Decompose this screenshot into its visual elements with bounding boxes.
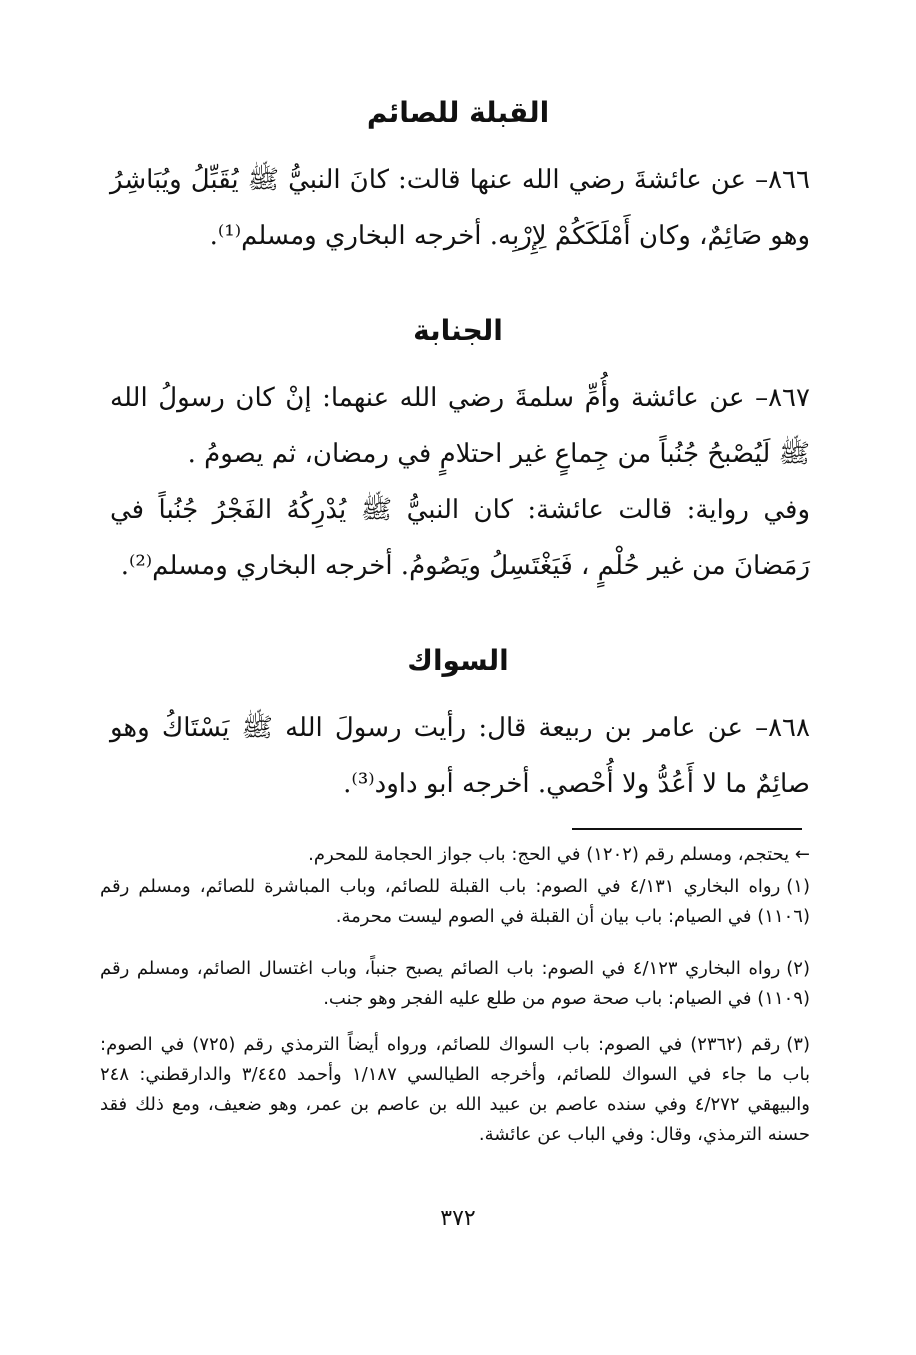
hadith-868: ٨٦٨– عن عامر بن ربيعة قال: رأيت رسولَ الله ﷺ يَسْتَاكُ وهو صائِمٌ ما لا أَعُدُّ ولا أُحْصي. أخرجه أبو داود⁽³⁾. [110,713,810,799]
footnote-continuation: ← يحتجم، ومسلم رقم (١٢٠٢) في الحج: باب جواز الحجامة للمحرم. [308,844,810,865]
footnote-number: (٢) [786,958,810,979]
footnote-number: (٣) [786,1034,810,1055]
hadith-866: ٨٦٦– عن عائشةَ رضي الله عنها قالت: كانَ النبيُّ ﷺ يُقَبِّلُ ويُبَاشِرُ وهو صَائِمٌ، وكان أَمْلَكَكُمْ لِإِرْبِه. أخرجه البخاري ومسلم⁽¹⁾. [110,165,810,251]
footnote-text: رواه البخاري ٤/١٢٣ في الصوم: باب الصائم يصبح جنباً، وباب اغتسال الصائم، ومسلم رقم (١١٠٩) في الصيام: باب صحة صوم من طلع عليه الفجر وهو جنب. [100,958,810,1009]
section-title-siwak: السواك [407,644,509,677]
page-number: ٣٧٢ [440,1206,476,1231]
footnote-3 [100,1030,810,1150]
footnote-2 [100,954,810,1014]
section-title-kiss-fasting: القبلة للصائم [366,96,550,129]
footnote-number: (١) [786,876,810,897]
footnote-1 [100,872,810,932]
section-title-janaba: الجنابة [413,314,503,347]
hadith-867: ٨٦٧– عن عائشة وأُمِّ سلمةَ رضي الله عنهما: إنْ كان رسولُ الله ﷺ لَيُصْبحُ جُنُباً من جِماعٍ غير احتلامٍ في رمضان، ثم يصومُ . [110,383,810,469]
footnote-text: رواه البخاري ٤/١٣١ في الصوم: باب القبلة للصائم، وباب المباشرة للصائم، ومسلم رقم (١١٠٦) في الصيام: باب بيان أن القبلة في الصوم ليست محرمة. [100,876,810,927]
footnote-text: رقم (٢٣٦٢) في الصوم: باب السواك للصائم، ورواه أيضاً الترمذي رقم (٧٢٥) في الصوم: باب ما جاء في السواك للصائم، وأخرجه الطيالسي ١/١٨٧ وأحمد ٣/٤٤٥ والدارقطني: ٢٤٨ والبيهقي ٤/٢٧٢ وفي سنده عاصم بن عبيد الله بن عاصم بن عمر، وهو ضعيف، ومع ذلك فقد حسنه الترمذي، وقال: وفي الباب عن عائشة. [100,1034,811,1145]
hadith-867-riwaya: وفي رواية: قالت عائشة: كان النبيُّ ﷺ يُدْرِكُهُ الفَجْرُ جُنُباً في رَمَضانَ من غير حُلْمٍ ، فَيَغْتَسِلُ ويَصُومُ. أخرجه البخاري ومسلم⁽²⁾. [110,495,810,581]
footnote-separator [572,828,802,830]
